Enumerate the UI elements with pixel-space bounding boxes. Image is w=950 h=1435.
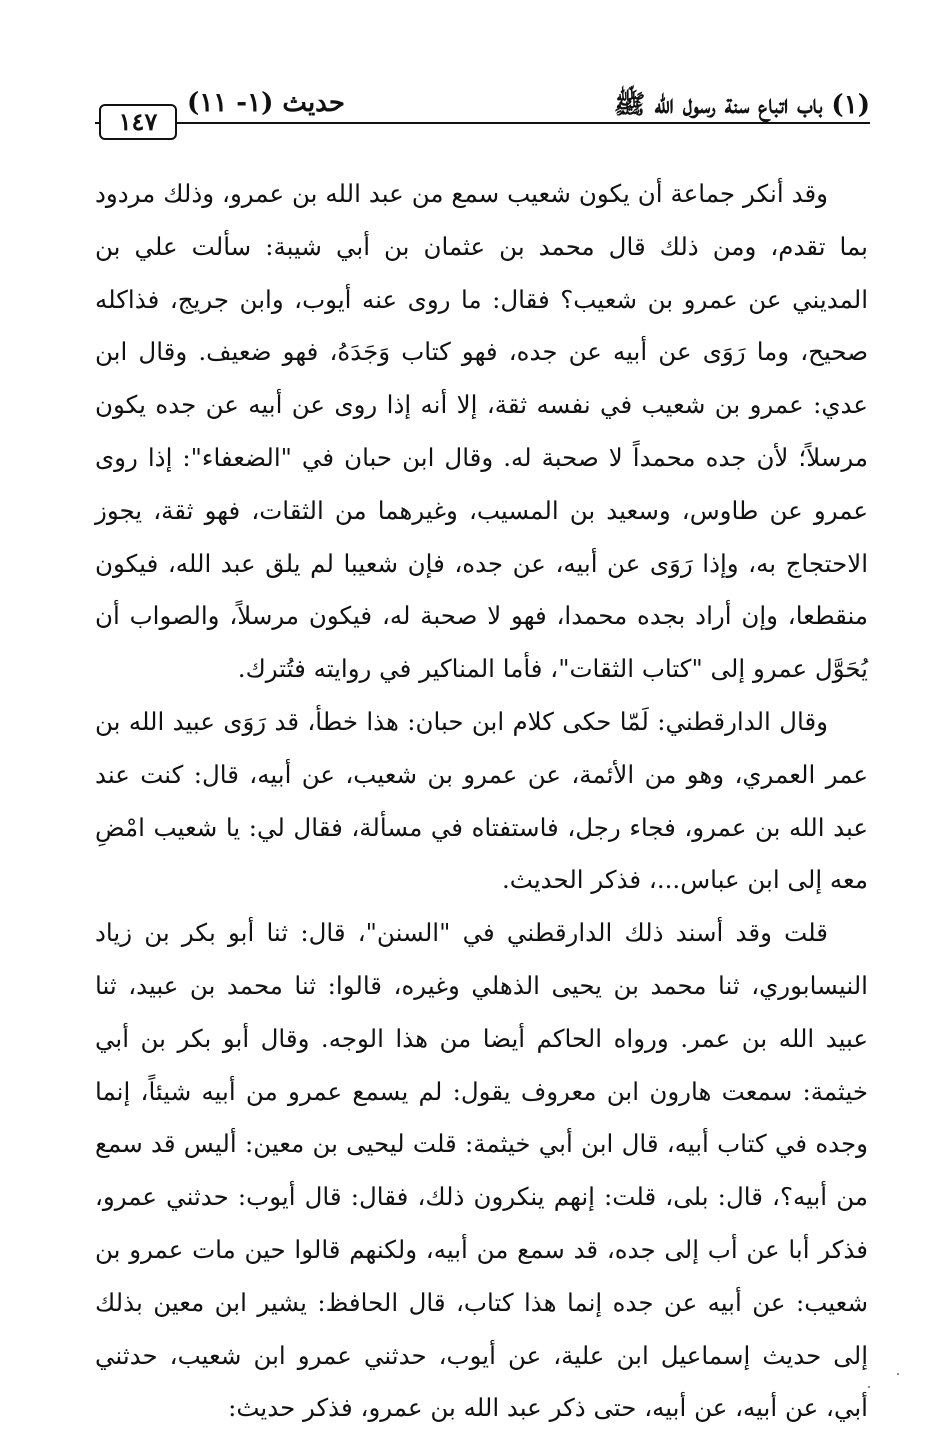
- body-text: [95, 168, 868, 1435]
- paragraph-2: وقال الدارقطني: لَمّا حكى كلام ابن حبان: هذا خطأ، قد رَوَى عبيد الله بن عمر العمري، وهو من الأئمة، عن عمرو بن شعيب، عن أبيه، قال: كنت عند عبد الله بن عمرو، فجاء رجل، فاستفتاه في مسألة، فقال لي: يا شعيب امْضِ معه إلى ابن عباس...، فذكر الحديث.: [95, 706, 868, 895]
- hadith-range: حديث (١- ١١): [187, 88, 345, 118]
- chapter-title: (١) باب اتباع سنة رسول الله ﷺ: [613, 90, 870, 120]
- page-header: [95, 82, 870, 142]
- scan-speck: [897, 1373, 899, 1375]
- page-number: ١٤٧: [99, 104, 177, 140]
- paragraph-1: وقد أنكر جماعة أن يكون شعيب سمع من عبد الله بن عمرو، وذلك مردود بما تقدم، ومن ذلك قال محمد بن عثمان بن أبي شيبة: سألت علي بن المديني عن عمرو بن شعيب؟ فقال: ما روى عنه أيوب، وابن جريج، فذاكله صحيح، وما رَوَى عن أبيه عن جده، فهو كتاب وَجَدَهُ، فهو ضعيف. وقال ابن عدي: عمرو بن شعيب في نفسه ثقة، إلا أنه إذا روى عن أبيه عن جده يكون مرسلاً؛ لأن جده محمداً لا صحبة له. وقال ابن حبان في "الضعفاء": إذا روى عمرو عن طاوس، وسعيد بن المسيب، وغيرهما من الثقات، فهو ثقة، يجوز الاحتجاج به، وإذا رَوَى عن أبيه، عن جده، فإن شعيبا لم يلق عبد الله، فيكون منقطعا، وإن أراد بجده محمدا، فهو لا صحبة له، فيكون مرسلاً، والصواب أن يُحَوَّل عمرو إلى "كتاب الثقات"، فأما المناكير في روايته فتُترك.: [95, 179, 868, 684]
- header-rule: [95, 122, 870, 124]
- scan-speck: [868, 1386, 870, 1388]
- paragraph-3: قلت وقد أسند ذلك الدارقطني في "السنن"، قال: ثنا أبو بكر بن زياد النيسابوري، ثنا محمد بن يحيى الذهلي وغيره، قالوا: ثنا محمد بن عبيد، ثنا عبيد الله بن عمر. ورواه الحاكم أيضا من هذا الوجه. وقال أبو بكر بن أبي خيثمة: سمعت هارون ابن معروف يقول: لم يسمع عمرو من أبيه شيئاً، إنما وجده في كتاب أبيه، قال ابن أبي خيثمة: قلت ليحيى بن معين: أليس قد سمع من أبيه؟، قال: بلى، قلت: إنهم ينكرون ذلك، فقال: قال أيوب: حدثني عمرو، فذكر أبا عن أب إلى جده، قد سمع من أبيه، ولكنهم قالوا حين مات عمرو بن شعيب: عن أبيه عن جده إنما هذا كتاب، قال الحافظ: يشير ابن معين بذلك إلى حديث إسماعيل ابن علية، عن أيوب، حدثني عمرو ابن شعيب، حدثني أبي، عن أبيه، عن أبيه، حتى ذكر عبد الله بن عمرو، فذكر حديث:: [95, 918, 868, 1423]
